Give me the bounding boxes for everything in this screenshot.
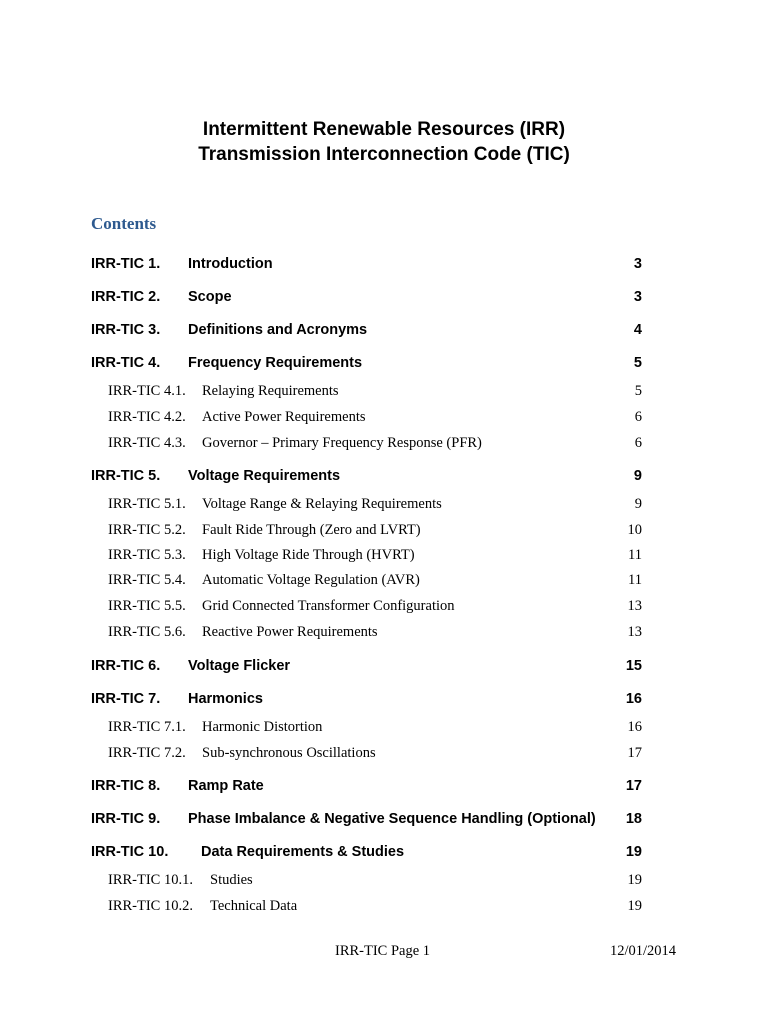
toc-entry-10-2[interactable] [0,896,768,916]
toc-entry-4-1[interactable] [0,381,768,401]
toc-entry-number: IRR-TIC 6. [91,658,161,674]
toc-entry-3[interactable] [0,320,768,340]
toc-entry-6[interactable] [0,656,768,676]
toc-entry-page: 11 [628,572,642,588]
toc-entry-label: Frequency Requirements [188,355,363,371]
toc-entry-9[interactable] [0,809,768,829]
toc-entry-number: IRR-TIC 7. [91,691,161,707]
toc-entry-number: IRR-TIC 7.1. [108,719,186,735]
toc-entry-page: 13 [627,598,642,614]
toc-entry-5-5[interactable] [0,596,768,616]
toc-entry-4[interactable] [0,353,768,373]
toc-entry-page: 5 [633,355,642,371]
toc-entry-10[interactable] [0,842,768,862]
toc-entry-page: 19 [627,872,642,888]
toc-entry-number: IRR-TIC 5.2. [108,522,186,538]
footer-page-label: IRR-TIC Page 1 [335,943,431,959]
toc-entry-label: Scope [188,289,232,305]
toc-entry-page: 15 [625,658,642,674]
toc-entry-7-2[interactable] [0,743,768,763]
toc-entry-page: 16 [625,691,642,707]
toc-entry-page: 4 [633,322,642,338]
toc-entry-7[interactable] [0,689,768,709]
toc-entry-number: IRR-TIC 4. [91,355,161,371]
toc-entry-label: Governor – Primary Frequency Response (PFR) [202,435,482,451]
toc-entry-number: IRR-TIC 8. [91,778,161,794]
toc-entry-label: High Voltage Ride Through (HVRT) [202,547,415,563]
toc-entry-label: Sub-synchronous Oscillations [202,745,376,761]
toc-entry-number: IRR-TIC 5.6. [108,624,186,640]
contents-heading: Contents [91,214,157,233]
toc-entry-5-6[interactable] [0,622,768,642]
toc-entry-page: 9 [634,496,642,512]
toc-entry-page: 16 [627,719,642,735]
toc-entry-page: 3 [633,256,642,272]
toc-entry-page: 17 [627,745,642,761]
document-title-line-1: Intermittent Renewable Resources (IRR) [202,119,566,140]
toc-entry-label: Introduction [188,256,273,272]
toc-entry-7-1[interactable] [0,717,768,737]
toc-entry-number: IRR-TIC 5.5. [108,598,186,614]
toc-entry-page: 6 [634,435,642,451]
toc-entry-number: IRR-TIC 4.3. [108,435,186,451]
footer-date: 12/01/2014 [610,943,677,959]
toc-entry-number: IRR-TIC 5.1. [108,496,186,512]
toc-entry-label: Fault Ride Through (Zero and LVRT) [202,522,421,538]
toc-entry-page: 13 [627,624,642,640]
toc-entry-page: 19 [625,844,642,860]
toc-entry-label: Voltage Flicker [188,658,291,674]
toc-entry-label: Automatic Voltage Regulation (AVR) [202,572,420,588]
toc-entry-label: Grid Connected Transformer Configuration [202,598,455,614]
toc-entry-number: IRR-TIC 7.2. [108,745,186,761]
toc-entry-label: Voltage Requirements [188,468,341,484]
toc-entry-page: 19 [627,898,642,914]
toc-entry-page: 6 [634,409,642,425]
toc-entry-number: IRR-TIC 10.2. [108,898,193,914]
toc-entry-label: Studies [210,872,253,888]
toc-entry-5-3[interactable] [0,545,768,565]
toc-entry-label: Relaying Requirements [202,383,339,399]
toc-entry-page: 18 [625,811,642,827]
toc-entry-number: IRR-TIC 4.1. [108,383,186,399]
toc-entry-label: Definitions and Acronyms [188,322,368,338]
toc-entry-label: Harmonic Distortion [202,719,323,735]
toc-entry-label: Active Power Requirements [202,409,366,425]
document-title-line-2: Transmission Interconnection Code (TIC) [198,144,570,165]
toc-entry-page: 11 [628,547,642,563]
toc-entry-page: 5 [634,383,642,399]
toc-entry-label: Reactive Power Requirements [202,624,378,640]
toc-entry-number: IRR-TIC 9. [91,811,161,827]
toc-entry-5-2[interactable] [0,520,768,540]
toc-entry-10-1[interactable] [0,870,768,890]
toc-entry-4-2[interactable] [0,407,768,427]
toc-entry-number: IRR-TIC 10. [91,844,169,860]
toc-entry-label: Phase Imbalance & Negative Sequence Handling (Optional) [188,811,596,827]
toc-entry-page: 10 [627,522,642,538]
toc-entry-2[interactable] [0,287,768,307]
toc-entry-page: 17 [625,778,642,794]
toc-entry-label: Voltage Range & Relaying Requirements [202,496,442,512]
toc-entry-label: Harmonics [188,691,263,707]
toc-entry-1[interactable] [0,254,768,274]
toc-entry-number: IRR-TIC 10.1. [108,872,193,888]
toc-entry-number: IRR-TIC 4.2. [108,409,186,425]
toc-entry-number: IRR-TIC 3. [91,322,161,338]
toc-entry-number: IRR-TIC 2. [91,289,161,305]
toc-entry-page: 9 [633,468,642,484]
toc-entry-page: 3 [633,289,642,305]
toc-entry-8[interactable] [0,776,768,796]
toc-entry-4-3[interactable] [0,433,768,453]
toc-entry-5-4[interactable] [0,570,768,590]
toc-entry-number: IRR-TIC 5.4. [108,572,186,588]
toc-entry-number: IRR-TIC 5. [91,468,161,484]
toc-entry-number: IRR-TIC 1. [91,256,161,272]
toc-entry-number: IRR-TIC 5.3. [108,547,186,563]
toc-entry-5[interactable] [0,466,768,486]
toc-entry-label: Ramp Rate [188,778,264,794]
toc-entry-5-1[interactable] [0,494,768,514]
toc-entry-label: Data Requirements & Studies [201,844,405,860]
toc-entry-label: Technical Data [210,898,298,914]
